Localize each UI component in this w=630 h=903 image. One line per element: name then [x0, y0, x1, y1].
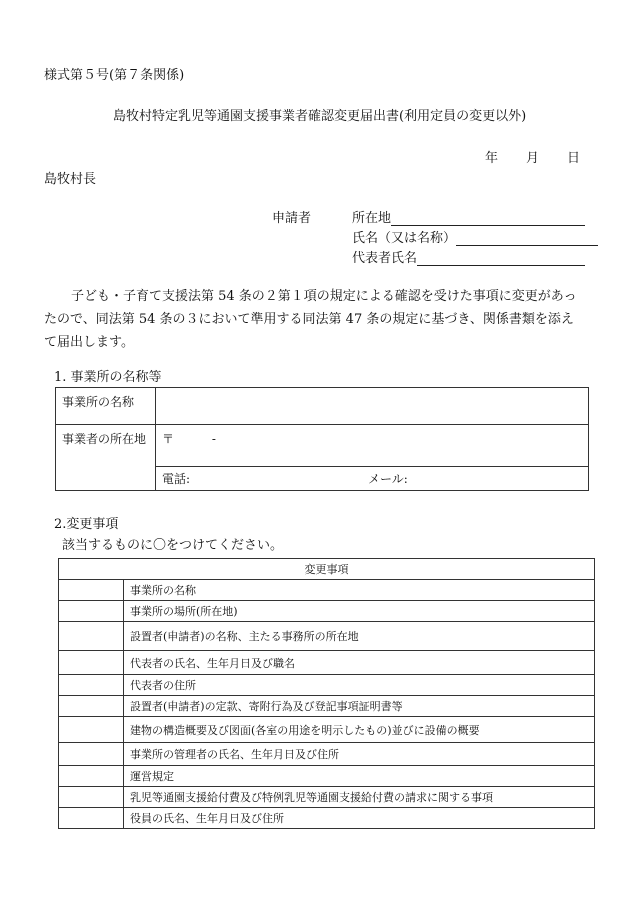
section2-instruction: 該当するものに〇をつけてください。 — [62, 538, 284, 553]
change-item: 代表者の氏名、生年月日及び職名 — [124, 651, 595, 675]
change-item: 事業所の名称 — [124, 580, 595, 601]
change-item: 設置者(申請者)の名称、主たる事務所の所在地 — [124, 622, 595, 651]
change-item: 運営規定 — [124, 766, 595, 787]
address-field[interactable] — [391, 211, 585, 226]
section2-title: 2.変更事項 — [54, 517, 119, 532]
page-title: 島牧村特定乳児等通園支援事業者確認変更届出書(利用定員の変更以外) — [113, 109, 527, 124]
change-item: 乳児等通園支援給付費及び特例乳児等通園支援給付費の請求に関する事項 — [124, 787, 595, 808]
change-item: 建物の構造概要及び図面(各室の用途を明示したもの)並びに設備の概要 — [124, 717, 595, 743]
change-item: 代表者の住所 — [124, 675, 595, 696]
mark-cell[interactable] — [59, 743, 124, 766]
email-label: メール: — [368, 472, 408, 486]
phone-label: 電話: — [162, 472, 191, 486]
change-item: 設置者(申請者)の定款、寄附行為及び登記事項証明書等 — [124, 696, 595, 717]
body-line-3: て届出します。 — [44, 335, 134, 350]
mark-cell[interactable] — [59, 808, 124, 829]
mark-cell[interactable] — [59, 580, 124, 601]
name-field[interactable] — [456, 231, 598, 246]
date-year-label: 年 — [485, 151, 499, 166]
postal-dash: - — [211, 432, 216, 446]
rep-name-field[interactable] — [417, 251, 585, 266]
applicant-name-row — [352, 227, 598, 246]
change-items-header: 変更事項 — [59, 559, 595, 580]
name-label: 氏名（又は名称） — [352, 231, 457, 246]
mark-cell[interactable] — [59, 675, 124, 696]
change-item: 事業所の場所(所在地) — [124, 601, 595, 622]
address-label: 所在地 — [352, 211, 392, 226]
section1-title: 1. 事業所の名称等 — [54, 370, 162, 385]
body-line-1: 子ども・子育て支援法第 54 条の２第１項の規定による確認を受けた事項に変更があっ — [71, 289, 577, 304]
mark-cell[interactable] — [59, 601, 124, 622]
facility-name-label: 事業所の名称 — [56, 388, 156, 425]
change-items-table — [58, 558, 595, 829]
mark-cell[interactable] — [59, 696, 124, 717]
mark-cell[interactable] — [59, 766, 124, 787]
mark-cell[interactable] — [59, 717, 124, 743]
contact-field[interactable] — [156, 467, 589, 491]
mark-cell[interactable] — [59, 651, 124, 675]
body-paragraph — [44, 285, 592, 354]
facility-info-table — [55, 387, 589, 491]
addressee: 島牧村長 — [44, 172, 97, 187]
mark-cell[interactable] — [59, 622, 124, 651]
change-item: 事業所の管理者の氏名、生年月日及び住所 — [124, 743, 595, 766]
date-day-label: 日 — [567, 151, 581, 166]
mark-cell[interactable] — [59, 787, 124, 808]
facility-address-field[interactable] — [156, 425, 589, 467]
applicant-address-row — [352, 207, 585, 226]
rep-label: 代表者氏名 — [352, 251, 418, 266]
applicant-label: 申請者 — [272, 211, 312, 226]
form-number: 様式第５号(第７条関係) — [44, 68, 185, 83]
postal-mark: 〒 — [162, 432, 175, 446]
facility-address-label: 事業者の所在地 — [56, 425, 156, 491]
facility-name-field[interactable] — [156, 388, 589, 425]
change-item: 役員の氏名、生年月日及び住所 — [124, 808, 595, 829]
applicant-rep-row — [352, 247, 585, 266]
body-line-2: たので、同法第 54 条の３において準用する同法第 47 条の規定に基づき、関係書類を添え — [44, 312, 574, 327]
date-month-label: 月 — [526, 151, 540, 166]
